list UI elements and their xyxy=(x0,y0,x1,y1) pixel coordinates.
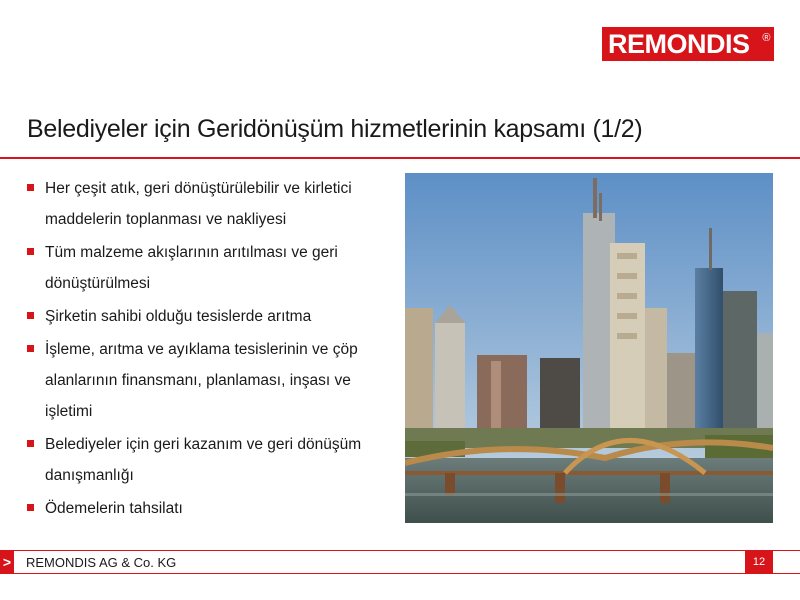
bullet-item xyxy=(27,493,387,524)
footer-company: REMONDIS AG & Co. KG xyxy=(26,555,177,570)
bullet-text: Belediyeler için geri kazanım ve geri dönüşüm danışmanlığı xyxy=(45,436,362,484)
bullet-list xyxy=(27,173,387,526)
slide-title: Belediyeler için Geridönüşüm hizmetlerinin kapsamı (1/2) xyxy=(27,115,643,143)
page-number: 12 xyxy=(745,551,773,573)
bullet-text: Her çeşit atık, geri dönüştürülebilir ve kirletici maddelerin toplanması ve nakliyesi xyxy=(45,180,352,228)
bullet-square-icon xyxy=(27,248,34,255)
footer-divider-top xyxy=(0,550,800,551)
bullet-square-icon xyxy=(27,345,34,352)
bullet-text: Şirketin sahibi olduğu tesislerde arıtma xyxy=(45,308,312,325)
registered-mark: ® xyxy=(762,32,770,44)
footer-divider-bottom xyxy=(0,573,800,574)
footer-arrow-icon: > xyxy=(0,551,14,573)
remondis-logo xyxy=(602,27,774,61)
bullet-text: İşleme, arıtma ve ayıklama tesislerinin ve çöp alanlarının finansmanı, planlaması, inşası ve işletimi xyxy=(45,341,358,420)
bullet-square-icon xyxy=(27,504,34,511)
bullet-text: Tüm malzeme akışlarının arıtılması ve geri dönüştürülmesi xyxy=(45,244,338,292)
bullet-item xyxy=(27,237,387,299)
city-skyline-photo xyxy=(405,173,773,523)
bullet-item xyxy=(27,334,387,427)
bullet-square-icon xyxy=(27,312,34,319)
title-divider xyxy=(0,157,800,159)
bullet-item xyxy=(27,301,387,332)
bullet-square-icon xyxy=(27,440,34,447)
logo-text: REMONDIS xyxy=(608,29,750,59)
bullet-item xyxy=(27,429,387,491)
bullet-text: Ödemelerin tahsilatı xyxy=(45,500,183,517)
bullet-item xyxy=(27,173,387,235)
bullet-square-icon xyxy=(27,184,34,191)
